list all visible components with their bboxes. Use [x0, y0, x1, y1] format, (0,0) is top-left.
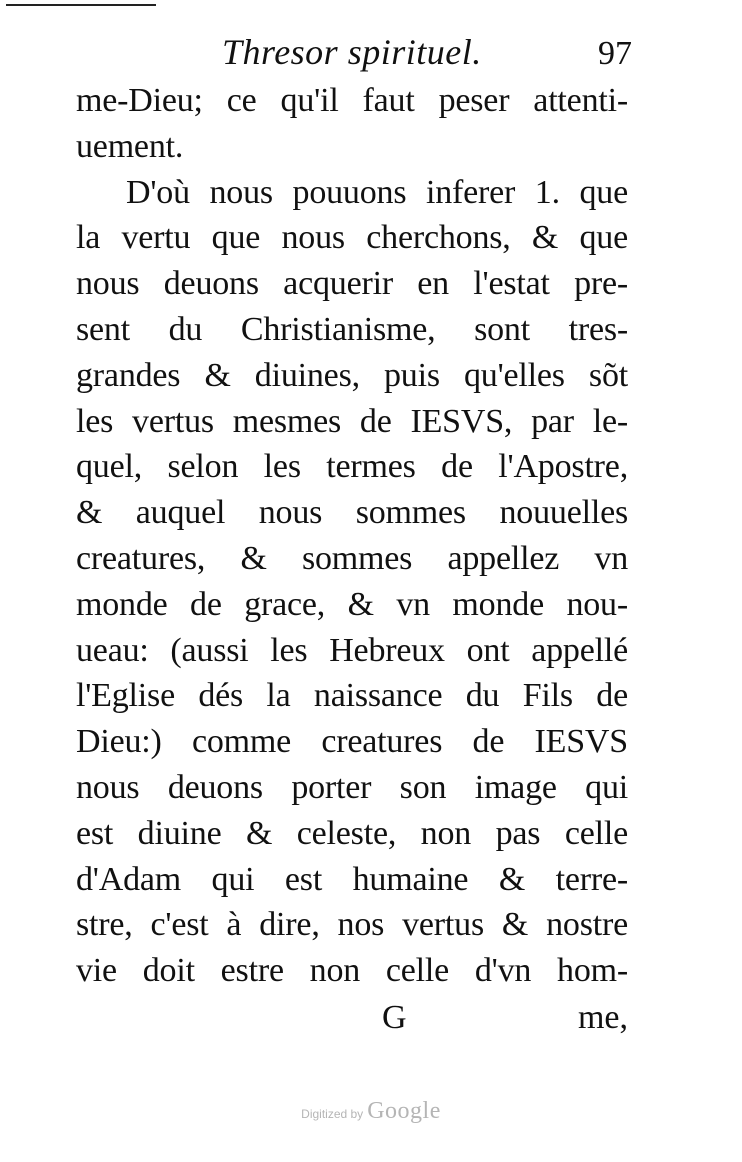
- text-line: D'où nous pouuons inferer 1. que: [126, 173, 628, 211]
- page-footer: [76, 995, 628, 1041]
- text-line: l'Eglise dés la naissance du Fils de: [76, 677, 628, 715]
- text-line: les vertus mesmes de IESVS, par le-: [76, 402, 628, 440]
- text-line: ueau: (aussi les Hebreux ont appellé: [76, 631, 628, 669]
- running-title: Thresor spirituel.: [222, 32, 482, 72]
- top-rule: [6, 4, 156, 6]
- text-line: la vertu que nous cherchons, & que: [76, 219, 628, 257]
- text-line: uement.: [76, 127, 184, 165]
- text-line: est diuine & celeste, non pas celle: [76, 814, 628, 852]
- page-number: 97: [598, 35, 632, 72]
- text-line: creatures, & sommes appellez vn: [76, 539, 628, 577]
- text-line: Dieu:) comme creatures de IESVS: [76, 723, 628, 761]
- text-line: nous deuons porter son image qui: [76, 768, 628, 806]
- text-line: monde de grace, & vn monde nou-: [76, 585, 628, 623]
- text-line: sent du Christianisme, sont tres-: [76, 310, 628, 348]
- text-line: stre, c'est à dire, nos vertus & nostre: [76, 906, 628, 944]
- body-text: [76, 78, 628, 994]
- text-line: & auquel nous sommes nouuelles: [76, 494, 628, 532]
- text-line: d'Adam qui est humaine & terre-: [76, 860, 628, 898]
- digitization-watermark: [0, 1098, 742, 1125]
- text-line: me-Dieu; ce qu'il faut peser attenti-: [76, 82, 628, 119]
- watermark-brand: Google: [367, 1098, 441, 1124]
- watermark-prefix: Digitized by: [301, 1107, 364, 1121]
- text-line: quel, selon les termes de l'Apostre,: [76, 448, 628, 486]
- text-line: grandes & diuines, puis qu'elles sõt: [76, 356, 628, 394]
- text-line: nous deuons acquerir en l'estat pre-: [76, 265, 628, 303]
- page-header: [72, 30, 632, 80]
- catchword: me,: [577, 999, 628, 1036]
- signature-mark: G: [382, 999, 407, 1036]
- text-line: vie doit estre non celle d'vn hom-: [76, 952, 628, 990]
